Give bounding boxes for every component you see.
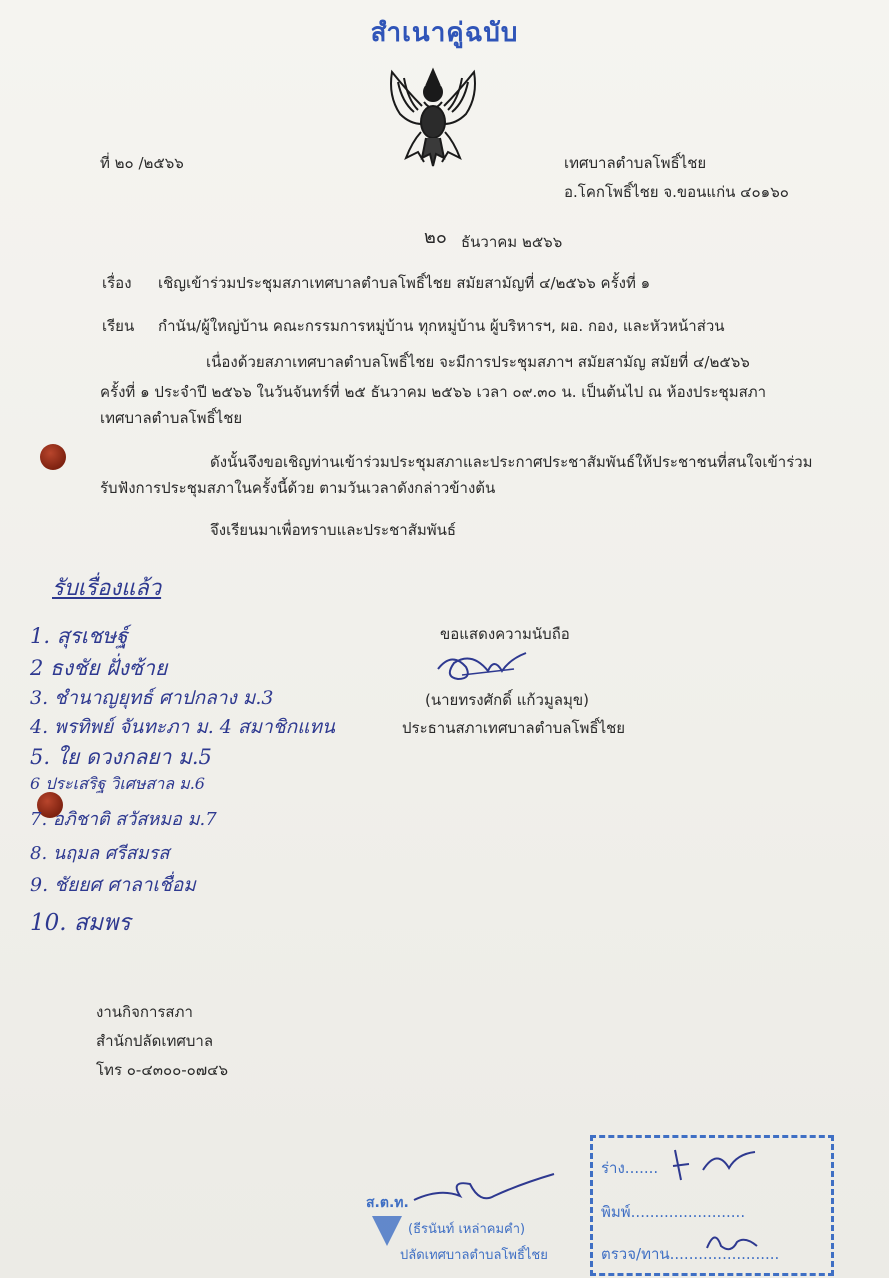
- org-name: เทศบาลตำบลโพธิ์ไชย: [564, 154, 707, 172]
- handwritten-entry: 8. นฤมล ศรีสมรส: [30, 843, 170, 864]
- signature-clerk-icon: [410, 1170, 560, 1220]
- routing-check: ตรวจ/ทาน.......................: [601, 1245, 780, 1263]
- org-address: อ.โคกโพธิ์ไชย จ.ขอนแก่น ๔๐๑๖๐: [564, 183, 789, 201]
- subject-label: เรื่อง: [102, 274, 132, 292]
- footer-office: สำนักปลัดเทศบาล: [96, 1032, 214, 1050]
- routing-stamp: [590, 1135, 834, 1276]
- signer-name: (นายทรงศักดิ์ แก้วมูลมุข): [425, 691, 589, 709]
- closing-respect: ขอแสดงความนับถือ: [440, 625, 570, 643]
- handwritten-entry: 7. อภิชาติ สวัสหมอ ม.7: [30, 809, 217, 830]
- footer-department: งานกิจการสภา: [96, 1003, 193, 1021]
- initials-draft-icon: [663, 1140, 773, 1192]
- seal-title: ปลัดเทศบาลตำบลโพธิ์ไชย: [400, 1248, 548, 1263]
- body-paragraph-3: จึงเรียนมาเพื่อทราบและประชาสัมพันธ์: [210, 521, 457, 539]
- date-day: ๒๐: [424, 227, 447, 248]
- routing-draft: ร่าง.......: [601, 1159, 659, 1177]
- seal-name: (ธีรนันท์ เหล่าคมคำ): [408, 1222, 526, 1237]
- signer-title: ประธานสภาเทศบาลตำบลโพธิ์ไชย: [402, 719, 626, 737]
- handwritten-entry: 4. พรทิพย์ จันทะภา ม. 4 สมาชิกแทน: [30, 716, 335, 738]
- routing-print: พิมพ์........................: [601, 1203, 746, 1221]
- signature-chairman-icon: [432, 645, 532, 687]
- handwritten-entry: 1. สุรเชษฐ์: [30, 624, 128, 648]
- handwritten-entry: 5. ใย ดวงกลยา ม.5: [30, 745, 212, 769]
- body-paragraph-2-line-2: รับฟังการประชุมสภาในครั้งนี้ด้วย ตามวันเวลาดังกล่าวข้างต้น: [100, 479, 496, 497]
- initials-check-icon: [701, 1222, 761, 1262]
- document-number: ที่ ๒๐ /๒๕๖๖: [100, 154, 184, 172]
- handwritten-entry: 9. ชัยยศ ศาลาเชื่อม: [30, 874, 196, 896]
- body-paragraph-1-line-2: ครั้งที่ ๑ ประจำปี ๒๕๖๖ ในวันจันทร์ที่ ๒๕ ธันวาคม ๒๕๖๖ เวลา ๐๙.๓๐ น. เป็นต้นไป ณ ห้องประชุมสภา: [100, 383, 767, 401]
- handwritten-entry: 3. ชำนาญยุทธ์ ศาปกลาง ม.3: [30, 687, 274, 709]
- body-paragraph-1-line-3: เทศบาลตำบลโพธิ์ไชย: [100, 409, 243, 427]
- footer-phone: โทร ๐-๔๓๐๐-๐๗๔๖: [96, 1061, 228, 1079]
- handwritten-entry: 2 ธงชัย ฝั่งซ้าย: [30, 656, 168, 680]
- subject-text: เชิญเข้าร่วมประชุมสภาเทศบาลตำบลโพธิ์ไชย สมัยสามัญที่ ๔/๒๕๖๖ ครั้งที่ ๑: [158, 274, 651, 292]
- binder-hole-top: [40, 444, 66, 470]
- recipient-label: เรียน: [102, 317, 135, 335]
- handwritten-entry: 6 ประเสริฐ วิเศษสาล ม.6: [30, 774, 205, 793]
- recipient-text: กำนัน/ผู้ใหญ่บ้าน คณะกรรมการหมู่บ้าน ทุกหมู่บ้าน ผู้บริหารฯ, ผอ. กอง, และหัวหน้าส่วน: [158, 317, 725, 335]
- handwritten-entry: 10. สมพร: [30, 910, 131, 936]
- body-paragraph-1-line-1: เนื่องด้วยสภาเทศบาลตำบลโพธิ์ไชย จะมีการประชุมสภาฯ สมัยสามัญ สมัยที่ ๔/๒๕๖๖: [206, 353, 750, 371]
- seal-prefix: ส.ต.ท.: [366, 1195, 409, 1211]
- date-month-year: ธันวาคม ๒๕๖๖: [461, 233, 563, 251]
- received-heading: รับเรื่องแล้ว: [52, 576, 162, 601]
- seal-shield-icon: [370, 1214, 404, 1248]
- body-paragraph-2-line-1: ดังนั้นจึงขอเชิญท่านเข้าร่วมประชุมสภาและประกาศประชาสัมพันธ์ให้ประชาชนที่สนใจเข้าร่วม: [210, 453, 813, 471]
- garuda-emblem-icon: [378, 62, 488, 170]
- copy-stamp-title: สำเนาคู่ฉบับ: [370, 18, 519, 48]
